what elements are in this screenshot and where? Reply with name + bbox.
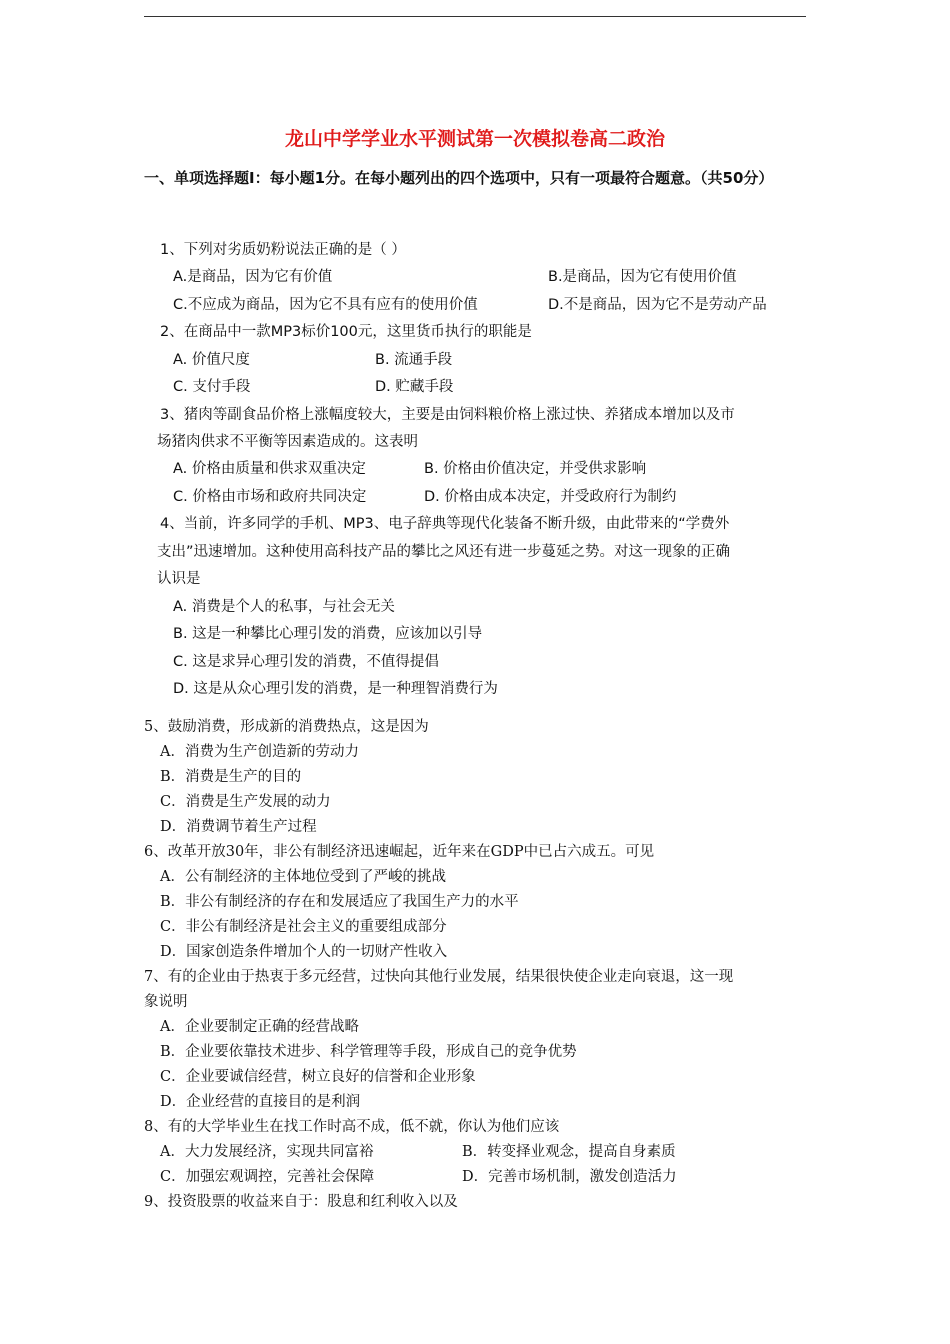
question-stem: 象说明 [144, 994, 188, 1010]
option-c[interactable]: C．企业要诚信经营，树立良好的信誉和企业形象 [160, 1069, 476, 1085]
option-c[interactable]: C．消费是生产发展的动力 [160, 794, 331, 810]
option-b[interactable]: B. 这是一种攀比心理引发的消费，应该加以引导 [173, 626, 483, 642]
option-a[interactable]: A. 价格由质量和供求双重决定 [173, 461, 366, 477]
question-stem: 8、有的大学毕业生在找工作时高不成，低不就，你认为他们应该 [144, 1119, 560, 1135]
question-stem: 3、猪肉等副食品价格上涨幅度较大，主要是由饲料粮价格上涨过快、养猪成本增加以及市 [160, 407, 735, 423]
option-a[interactable]: A.是商品，因为它有价值 [173, 269, 333, 285]
option-d[interactable]: D．国家创造条件增加个人的一切财产性收入 [160, 944, 448, 960]
option-b[interactable]: B. 流通手段 [375, 352, 453, 368]
question-stem: 支出”迅速增加。这种使用高科技产品的攀比之风还有进一步蔓延之势。对这一现象的正确 [157, 544, 731, 560]
option-c[interactable]: C. 支付手段 [173, 379, 251, 395]
option-a[interactable]: A. 价值尺度 [173, 352, 250, 368]
option-b[interactable]: B. 价格由价值决定，并受供求影响 [424, 461, 647, 477]
option-a[interactable]: A. 消费是个人的私事，与社会无关 [173, 599, 395, 615]
page-title: 龙山中学学业水平测试第一次模拟卷高二政治 [284, 128, 665, 150]
option-d[interactable]: D．消费调节着生产过程 [160, 819, 317, 835]
question-stem: 4、当前，许多同学的手机、MP3、电子辞典等现代化装备不断升级，由此带来的“学费外 [160, 516, 730, 532]
option-c[interactable]: C.不应成为商品，因为它不具有应有的使用价值 [173, 297, 478, 313]
option-d[interactable]: D. 贮藏手段 [375, 379, 454, 395]
option-a[interactable]: A．公有制经济的主体地位受到了严峻的挑战 [160, 869, 446, 885]
question-stem: 7、有的企业由于热衷于多元经营，过快向其他行业发展，结果很快使企业走向衰退，这一现 [144, 969, 734, 985]
option-a[interactable]: A．企业要制定正确的经营战略 [160, 1019, 359, 1035]
option-b[interactable]: B．企业要依靠技术进步、科学管理等手段，形成自己的竞争优势 [160, 1044, 577, 1060]
question-stem: 6、改革开放30年，非公有制经济迅速崛起，近年来在GDP中已占六成五。可见 [144, 844, 655, 860]
option-b[interactable]: B．非公有制经济的存在和发展适应了我国生产力的水平 [160, 894, 519, 910]
option-b[interactable]: B.是商品，因为它有使用价值 [548, 269, 737, 285]
question-stem: 场猪肉供求不平衡等因素造成的。这表明 [157, 434, 418, 450]
question-stem: 9、投资股票的收益来自于：股息和红利收入以及 [144, 1194, 458, 1210]
question-stem: 1、下列对劣质奶粉说法正确的是（ ） [160, 242, 406, 258]
option-b[interactable]: B．转变择业观念，提高自身素质 [462, 1144, 676, 1160]
section-heading: 一、单项选择题Ⅰ：每小题1分。在每小题列出的四个选项中，只有一项最符合题意。（共50分） [144, 169, 774, 187]
header-rule [144, 16, 806, 17]
option-a[interactable]: A．消费为生产创造新的劳动力 [160, 744, 359, 760]
option-d[interactable]: D．完善市场机制，激发创造活力 [462, 1169, 677, 1185]
option-d[interactable]: D. 这是从众心理引发的消费，是一种理智消费行为 [173, 681, 498, 697]
question-stem: 5、鼓励消费，形成新的消费热点，这是因为 [144, 719, 429, 735]
option-d[interactable]: D．企业经营的直接目的是利润 [160, 1094, 361, 1110]
option-d[interactable]: D. 价格由成本决定，并受政府行为制约 [424, 489, 677, 505]
option-d[interactable]: D.不是商品，因为它不是劳动产品 [548, 297, 767, 313]
question-stem: 认识是 [157, 571, 201, 587]
option-c[interactable]: C．非公有制经济是社会主义的重要组成部分 [160, 919, 447, 935]
option-c[interactable]: C．加强宏观调控，完善社会保障 [160, 1169, 375, 1185]
question-stem: 2、在商品中一款MP3标价100元，这里货币执行的职能是 [160, 324, 532, 340]
option-b[interactable]: B．消费是生产的目的 [160, 769, 302, 785]
option-c[interactable]: C. 这是求异心理引发的消费，不值得提倡 [173, 654, 439, 670]
option-a[interactable]: A．大力发展经济，实现共同富裕 [160, 1144, 374, 1160]
option-c[interactable]: C. 价格由市场和政府共同决定 [173, 489, 367, 505]
